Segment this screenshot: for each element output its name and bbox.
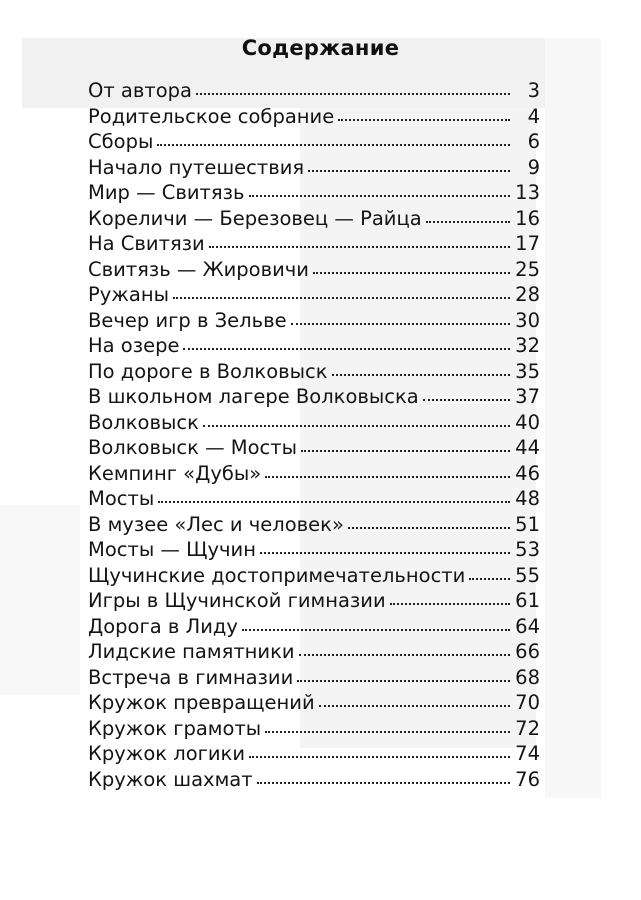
toc-entry-page-number: 55: [515, 563, 540, 587]
toc-entry-title: Щучинские достопримечательности: [88, 563, 466, 587]
toc-entry: [88, 257, 540, 283]
toc-entry: [88, 690, 540, 716]
toc-entry-title: Начало путешествия: [88, 155, 305, 179]
toc-entry-title: Вечер игр в Зельве: [88, 308, 287, 332]
toc-entry: [88, 767, 540, 793]
toc-entry-title: В школьном лагере Волковыска: [88, 385, 419, 408]
toc-entry: [88, 104, 540, 130]
dot-leader: [390, 603, 510, 605]
dot-leader: [158, 501, 510, 503]
toc-entry: [88, 537, 540, 563]
toc-entry-title: На озере: [88, 334, 180, 357]
dot-leader: [423, 399, 510, 401]
dot-leader: [319, 705, 510, 707]
toc-entry-page-number: 28: [515, 283, 540, 306]
dot-leader: [338, 119, 510, 121]
toc-entry-title: Кружок грамоты: [88, 716, 262, 740]
dot-leader: [173, 297, 510, 299]
toc-entry-page-number: 48: [515, 487, 540, 510]
toc-entry: [88, 512, 540, 538]
toc-entry-title: Игры в Щучинской гимназии: [88, 589, 386, 612]
toc-entry-title: Ружаны: [88, 283, 169, 306]
toc-entry-page-number: 40: [515, 410, 540, 434]
toc-entry: [88, 333, 540, 359]
dot-leader: [265, 476, 510, 478]
toc-entry-title: Лидские памятники: [88, 640, 295, 663]
toc-entry-page-number: 4: [527, 104, 540, 128]
toc-entry-title: Мосты — Щучин: [88, 538, 256, 561]
dot-leader: [297, 680, 510, 682]
toc-entry-title: Кружок шахмат: [88, 767, 253, 791]
toc-entry: [88, 155, 540, 181]
toc-entry-page-number: 35: [515, 359, 540, 383]
toc-entry: [88, 410, 540, 436]
dot-leader: [291, 323, 510, 325]
toc-entry: [88, 308, 540, 334]
toc-entry-title: Кружок логики: [88, 742, 245, 765]
dot-leader: [301, 450, 510, 452]
dot-leader: [308, 170, 510, 172]
toc-entry-page-number: 37: [515, 385, 540, 408]
toc-entry-title: Мосты: [88, 487, 155, 510]
toc-entry-title: Свитязь — Жировичи: [88, 257, 309, 281]
dot-leader: [196, 93, 510, 95]
toc-entry: [88, 129, 540, 155]
toc-entry-title: В музее «Лес и человек»: [88, 512, 344, 536]
toc-entry: [88, 231, 540, 257]
toc-entry-title: На Свитязи: [88, 232, 205, 255]
toc-entry-title: По дороге в Волковыск: [88, 359, 328, 383]
toc-entry-title: Встреча в гимназии: [88, 665, 294, 689]
dot-leader: [265, 731, 510, 733]
toc-entry-page-number: 30: [515, 308, 540, 332]
dot-leader: [242, 629, 510, 631]
dot-leader: [209, 246, 510, 248]
toc-entry-page-number: 17: [515, 232, 540, 255]
table-of-contents: [88, 78, 540, 792]
toc-entry: [88, 180, 540, 206]
toc-entry-title: Сборы: [88, 130, 154, 153]
toc-entry-page-number: 68: [515, 665, 540, 689]
toc-entry-page-number: 44: [515, 436, 540, 459]
toc-entry: [88, 78, 540, 104]
toc-entry-page-number: 61: [515, 589, 540, 612]
toc-entry-page-number: 13: [515, 181, 540, 204]
toc-entry-page-number: 25: [515, 257, 540, 281]
dot-leader: [313, 272, 510, 274]
toc-entry: [88, 588, 540, 614]
dot-leader: [157, 144, 510, 146]
toc-entry: [88, 639, 540, 665]
toc-entry: [88, 741, 540, 767]
toc-entry: [88, 206, 540, 232]
toc-entry-page-number: 9: [527, 155, 540, 179]
toc-entry-title: Кружок превращений: [88, 691, 315, 714]
dot-leader: [203, 425, 510, 427]
toc-entry: [88, 282, 540, 308]
toc-entry-title: Дорога в Лиду: [88, 614, 238, 638]
toc-entry-page-number: 53: [515, 538, 540, 561]
toc-entry: [88, 665, 540, 691]
toc-entry-page-number: 32: [515, 334, 540, 357]
toc-entry: [88, 384, 540, 410]
dot-leader: [348, 527, 510, 529]
toc-entry: [88, 435, 540, 461]
toc-entry-title: Мир — Свитязь: [88, 181, 245, 204]
dot-leader: [332, 374, 510, 376]
toc-entry-page-number: 76: [515, 767, 540, 791]
toc-entry: [88, 716, 540, 742]
dot-leader: [260, 552, 510, 554]
dot-leader: [426, 221, 510, 223]
toc-entry-page-number: 51: [515, 512, 540, 536]
toc-entry-page-number: 70: [515, 691, 540, 714]
toc-entry-title: Родительское собрание: [88, 104, 335, 128]
dot-leader: [257, 782, 510, 784]
toc-entry-title: Кемпинг «Дубы»: [88, 461, 262, 485]
toc-entry: [88, 486, 540, 512]
toc-entry-title: Волковыск: [88, 410, 199, 434]
dot-leader: [299, 654, 510, 656]
dot-leader: [183, 348, 510, 350]
toc-entry: [88, 359, 540, 385]
toc-entry-page-number: 3: [527, 79, 540, 102]
toc-entry-title: От автора: [88, 79, 192, 102]
toc-entry-title: Кореличи — Березовец — Райца: [88, 206, 422, 230]
toc-entry-page-number: 66: [515, 640, 540, 663]
toc-entry: [88, 563, 540, 589]
dot-leader: [249, 195, 510, 197]
toc-entry-page-number: 72: [515, 716, 540, 740]
toc-entry-page-number: 64: [515, 614, 540, 638]
toc-entry-page-number: 6: [527, 130, 540, 153]
toc-entry: [88, 461, 540, 487]
page-title: Содержание: [241, 36, 400, 60]
toc-entry-title: Волковыск — Мосты: [88, 436, 297, 459]
toc-entry-page-number: 74: [515, 742, 540, 765]
toc-entry: [88, 614, 540, 640]
toc-entry-page-number: 46: [515, 461, 540, 485]
dot-leader: [249, 756, 510, 758]
dot-leader: [469, 578, 510, 580]
toc-entry-page-number: 16: [515, 206, 540, 230]
